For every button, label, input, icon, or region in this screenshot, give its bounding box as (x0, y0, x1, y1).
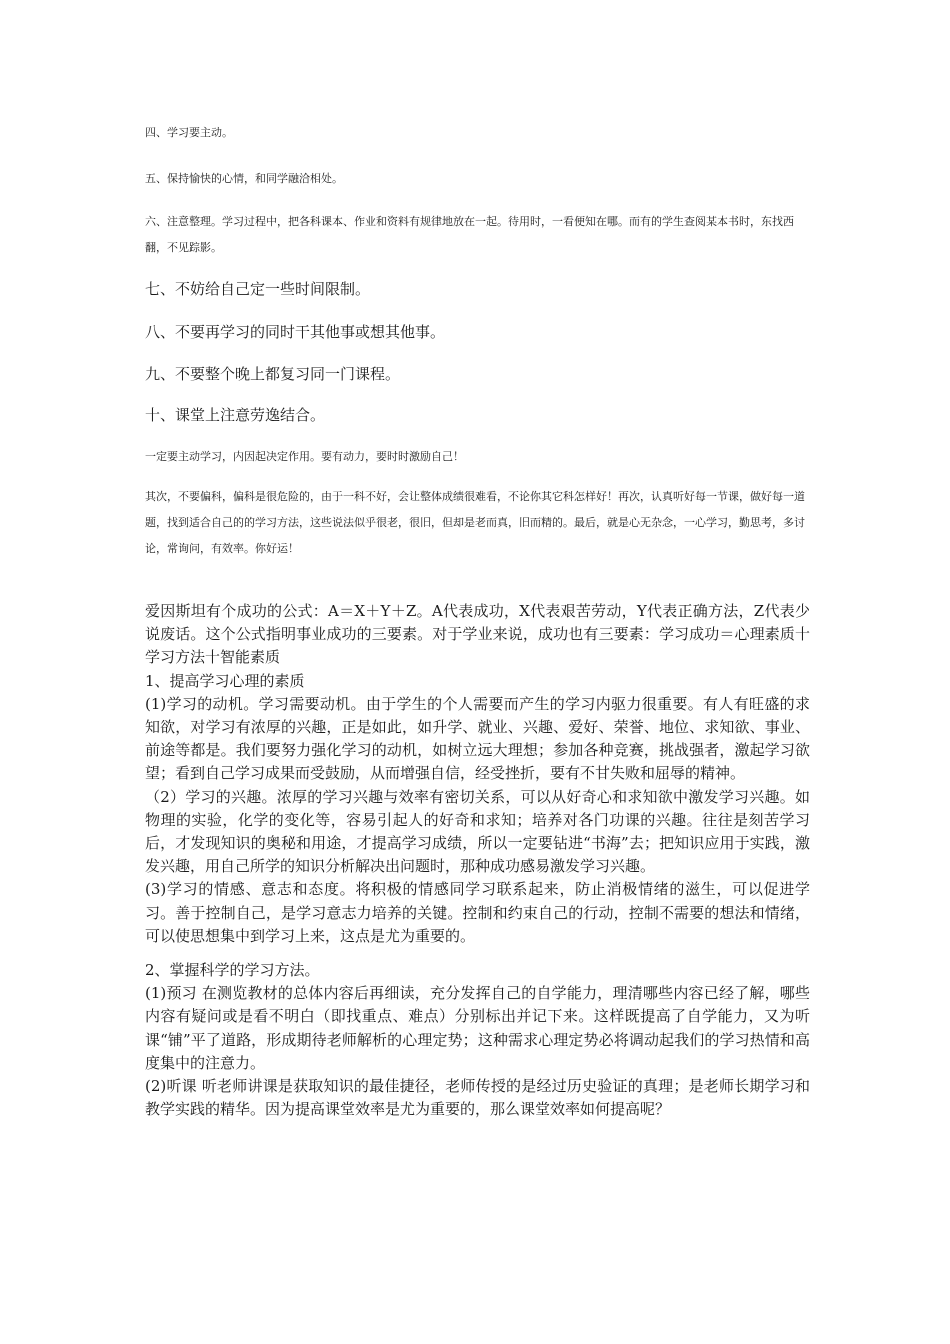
paragraph-gap (145, 948, 810, 959)
item-four: 四、学习要主动。 (145, 126, 233, 139)
note-active-learning: 一定要主动学习，内因起决定作用。要有动力，要时时激励自己！ (145, 450, 464, 463)
section-2-listening: (2)听课 听老师讲课是获取知识的最佳捷径，老师传授的是经过历史验证的真理；是老师长期学习和教学实践的精华。因为提高课堂效率是尤为重要的，那么课堂效率如何提高呢？ (145, 1077, 810, 1119)
section-1-title: 1、提高学习心理的素质 (145, 671, 305, 690)
item-seven: 七、不妨给自己定一些时间限制。 (145, 280, 371, 298)
item-ten: 十、课堂上注意劳逸结合。 (145, 406, 326, 424)
section-1-motivation: (1)学习的动机。学习需要动机。由于学生的个人需要而产生的学习内驱力很重要。有人有旺盛的求知欲，对学习有浓厚的兴趣，正是如此，如升学、就业、兴趣、爱好、荣誉、地位、求知欲、事业、前途等都是。我们要努力强化学习的动机，如树立远大理想；参加各种竞赛，挑战强者，激起学习欲望；看到自己学习成果而受鼓励，从而增强自信，经受挫折，要有不甘失败和屈辱的精神。 (145, 694, 810, 783)
section-1-emotion: (3)学习的情感、意志和态度。将积极的情感同学习联系起来，防止消极情绪的滋生，可以促进学习。善于控制自己，是学习意志力培养的关键。控制和约束自己的行动，控制不需要的想法和情绪，可以使思想集中到学习上来，这点是尤为重要的。 (145, 880, 810, 945)
intro-paragraph: 爱因斯坦有个成功的公式：A＝X＋Y＋Z。A代表成功，X代表艰苦劳动，Y代表正确方法，Z代表少说废话。这个公式指明事业成功的三要素。对于学业来说，成功也有三要素：学习成功＝心理素质十学习方法十智能素质 (145, 602, 810, 667)
main-article (145, 600, 810, 1121)
section-1-interest: （2）学习的兴趣。浓厚的学习兴趣与效率有密切关系，可以从好奇心和求知欲中激发学习兴趣。如物理的实验，化学的变化等，容易引起人的好奇和求知；培养对各门功课的兴趣。往往是刻苦学习后，才发现知识的奥秘和用途，才提高学习成绩，所以一定要钻进“书海”去；把知识应用于实践，激发兴趣，用自己所学的知识分析解决出问题时，那种成功感易激发学习兴趣。 (145, 787, 810, 876)
item-eight: 八、不要再学习的同时干其他事或想其他事。 (145, 323, 446, 341)
section-2-preview: (1)预习 在测览教材的总体内容后再细读，充分发挥自己的自学能力，理清哪些内容已经了解，哪些内容有疑问或是看不明白（即找重点、难点）分别标出并记下来。这样既提高了自学能力，又为听课“铺”平了道路，形成期待老师解析的心理定势；这种需求心理定势必将调动起我们的学习热情和高度集中的注意力。 (145, 984, 810, 1072)
section-2-title: 2、掌握科学的学习方法。 (145, 961, 320, 980)
item-five: 五、保持愉快的心情，和同学融洽相处。 (145, 172, 343, 185)
note-advice: 其次，不要偏科，偏科是很危险的，由于一科不好，会让整体成绩很难看，不论你其它科怎样好！再次，认真听好每一节课，做好每一道题，找到适合自己的的学习方法，这些说法似乎很老，很旧，但却是老而真，旧而精的。最后，就是心无杂念，一心学习，勤思考，多讨论，常询问，有效率。你好运！ (145, 490, 805, 555)
item-nine: 九、不要整个晚上都复习同一门课程。 (145, 365, 401, 383)
item-six: 六、注意整理。学习过程中，把各科课本、作业和资料有规律地放在一起。待用时，一看便知在哪。而有的学生查阅某本书时，东找西翻，不见踪影。 (145, 215, 794, 254)
